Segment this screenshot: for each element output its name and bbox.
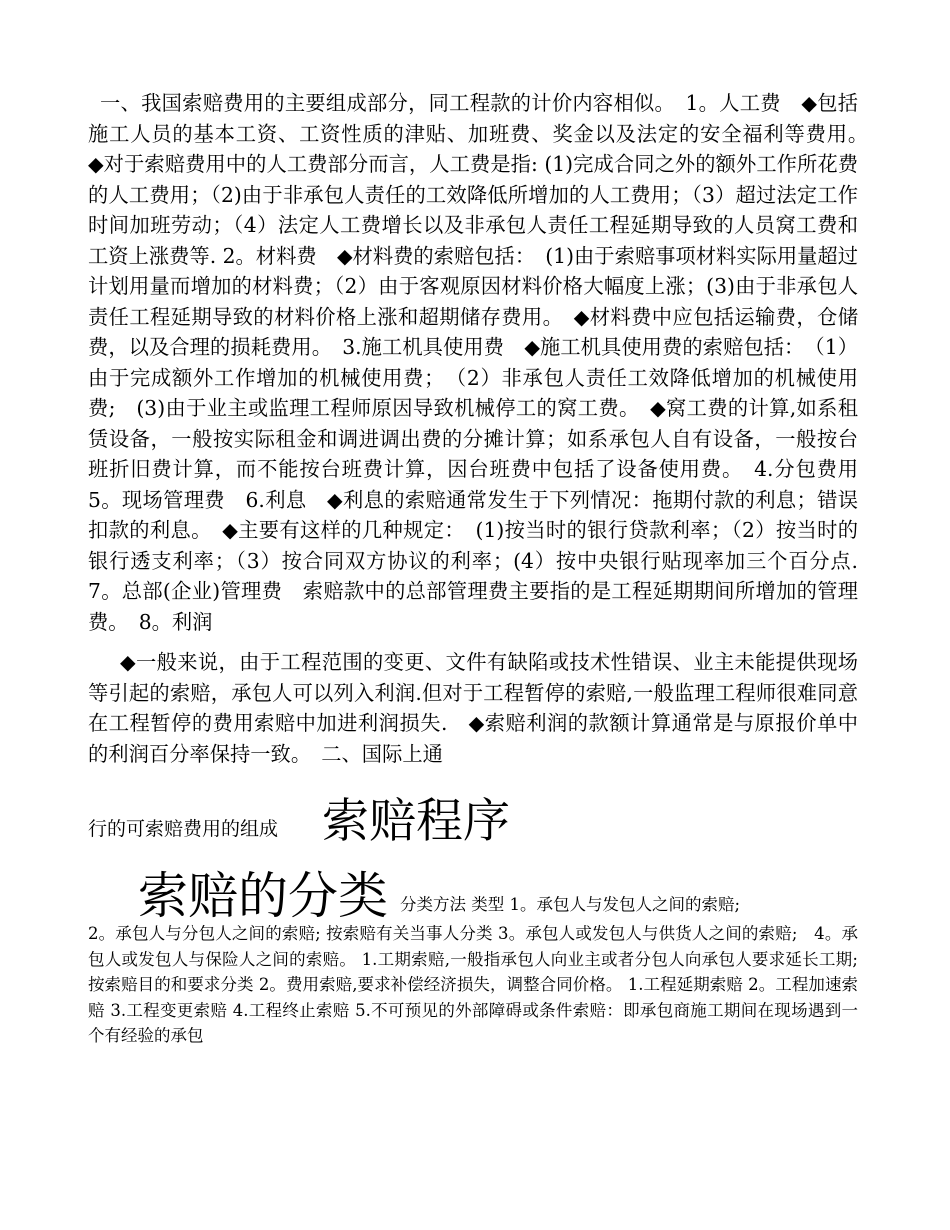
- heading-line-classification: [88, 849, 858, 925]
- document-page: [88, 88, 879, 1049]
- heading-line-procedure: [88, 771, 858, 849]
- classification-intro-text: 分类方法 类型 1。承包人与发包人之间的索赔;: [400, 895, 741, 914]
- line-continuation-text: 行的可索赔费用的组成: [88, 818, 279, 840]
- paragraph-profit-claim: ◆一般来说，由于工程范围的变更、文件有缺陷或技术性错误、业主未能提供现场等引起的索赔，承包人可以列入利润.但对于工程暂停的索赔,一般监理工程师很难同意在工程暂停的费用索赔中加进利润损失. ◆索赔利润的款额计算通常是与原报价单中的利润百分率保持一致。 二、国际上通: [88, 650, 858, 766]
- paragraph-classification: 2。承包人与分包人之间的索赔; 按索赔有关当事人分类 3。承包人或发包人与供货人之间的索赔; 4。承包人或发包人与保险人之间的索赔。 1.工期索赔,一般指承包人向业主或者分包人向承包人要求延长工期; 按索赔目的和要求分类 2。费用索赔,要求补偿经济损失，调整合同价格。 1.工程延期索赔 2。工程加速索赔 3.工程变更索赔 4.工程终止索赔 5.不可预见的外部障碍或条件索赔：即承包商施工期间在现场遇到一个有经验的承包: [88, 924, 875, 1045]
- heading-claim-procedure: 索赔程序: [322, 794, 511, 849]
- heading-claim-classification: 索赔的分类: [138, 867, 388, 925]
- paragraph-claim-cost-composition: 一、我国索赔费用的主要组成部分，同工程款的计价内容相似。 1。人工费 ◆包括施工人员的基本工资、工资性质的津贴、加班费、奖金以及法定的安全福利等费用。 ◆对于索赔费用中的人工费部分而言，人工费是指: (1)完成合同之外的额外工作所花费的人工费用；（2)由于非承包人责任的工效降低所增加的人工费用；（3）超过法定工作时间加班劳动；（4）法定人工费增长以及非承包人责任工程延期导致的人员窝工费和工资上涨费等. 2。材料费 ◆材料费的索赔包括： (1)由于索赔事项材料实际用量超过计划用量而增加的材料费；（2）由于客观原因材料价格大幅度上涨；(3)由于非承包人责任工程延期导致的材料价格上涨和超期储存费用。 ◆材料费中应包括运输费，仓储费，以及合理的损耗费用。 3.施工机具使用费 ◆施工机具使用费的索赔包括： （1）由于完成额外工作增加的机械使用费； （2）非承包人责任工效降低增加的机械使用费; (3)由于业主或监理工程师原因导致机械停工的窝工费。 ◆窝工费的计算,如系租赁设备，一般按实际租金和调进调出费的分摊计算；如系承包人自有设备，一般按台班折旧费计算，而不能按台班费计算，因台班费中包括了设备使用费。 4.分包费用 5。现场管理费 6.利息 ◆利息的索赔通常发生于下列情况：拖期付款的利息；错误扣款的利息。 ◆主要有这样的几种规定： (1)按当时的银行贷款利率；（2）按当时的银行透支利率；（3）按合同双方协议的利率；(4）按中央银行贴现率加三个百分点. 7。总部(企业)管理费 索赔款中的总部管理费主要指的是工程延期期间所增加的管理费。 8。利润: [88, 91, 879, 634]
